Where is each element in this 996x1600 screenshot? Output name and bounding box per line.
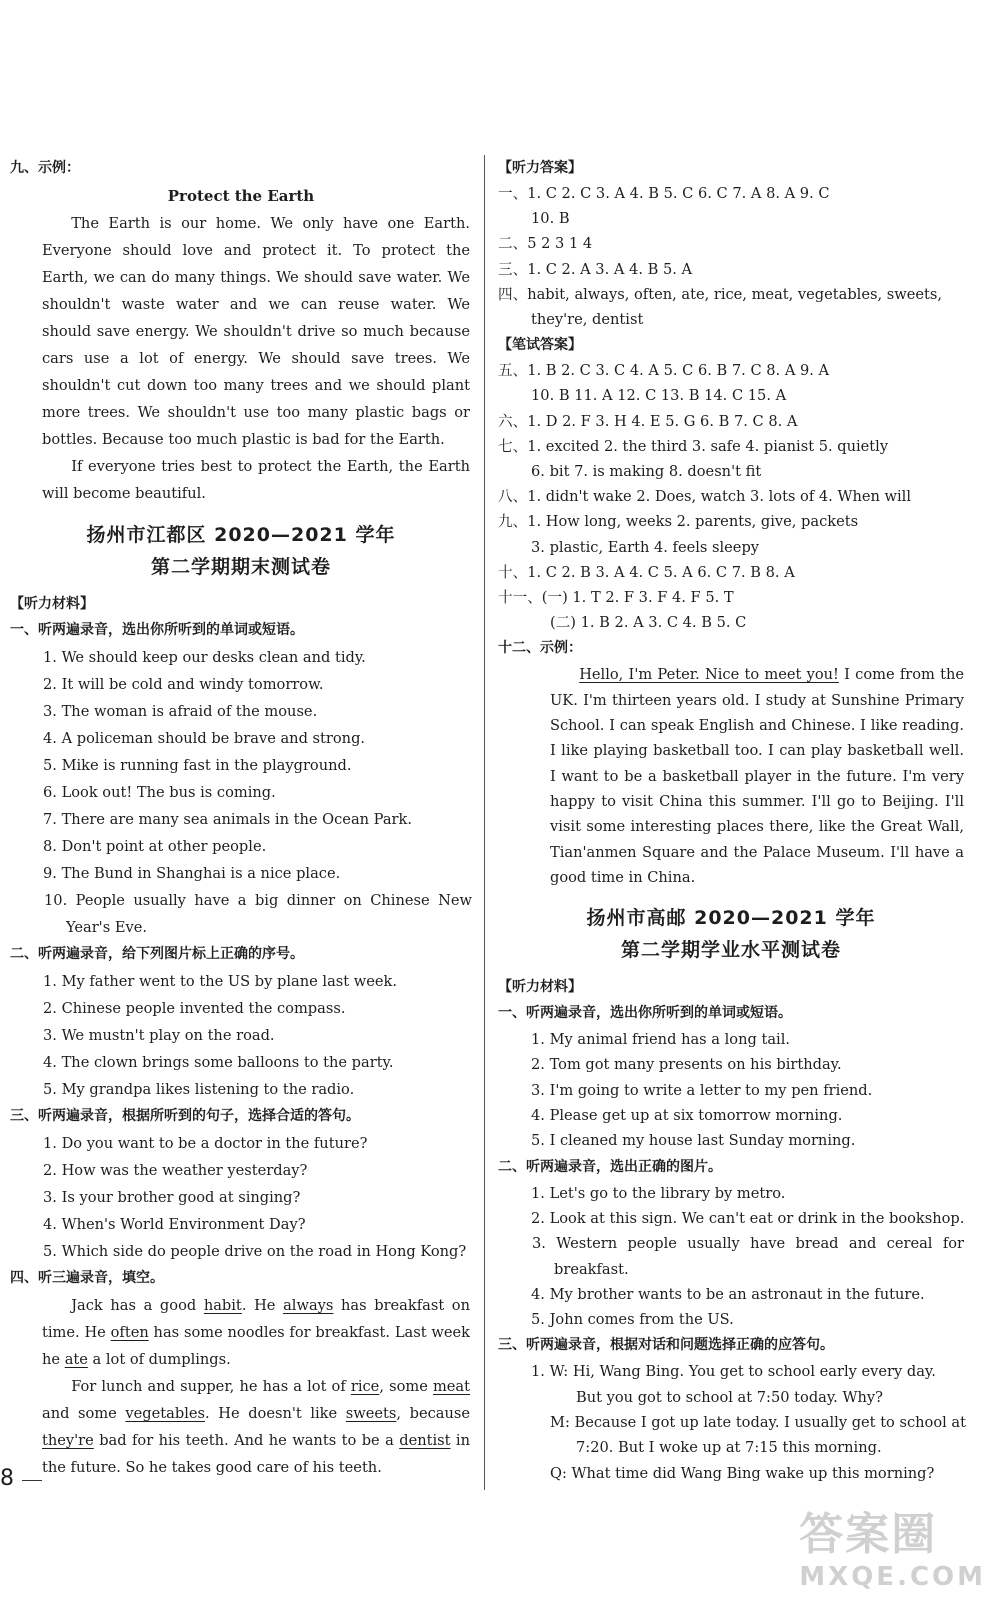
right-column bbox=[498, 155, 964, 1486]
list-item: 4. A policeman should be brave and strong. bbox=[43, 730, 366, 747]
filled-blank: they're bbox=[42, 1432, 94, 1449]
answer-line: 3. plastic, Earth 4. feels sleepy bbox=[531, 538, 760, 556]
answer-line: (二) 1. B 2. A 3. C 4. B 5. C bbox=[550, 614, 747, 632]
paragraph-text: a lot of dumplings. bbox=[87, 1351, 231, 1368]
list-item: 2. Look at this sign. We can't eat or drink in the bookshop. bbox=[531, 1209, 965, 1227]
filled-blank: sweets bbox=[345, 1405, 397, 1422]
list-item: 9. The Bund in Shanghai is a nice place. bbox=[43, 865, 341, 882]
list-item: 1. My father went to the US by plane last week. bbox=[43, 973, 398, 990]
list-item: 5. Which side do people drive on the road in Hong Kong? bbox=[43, 1243, 467, 1260]
filled-blank: habit bbox=[203, 1297, 242, 1314]
section-2-list bbox=[498, 1181, 964, 1333]
section-3-list bbox=[10, 1130, 472, 1265]
list-item: 7. There are many sea animals in the Ocean Park. bbox=[43, 811, 413, 828]
filled-blank: vegetables bbox=[125, 1405, 205, 1422]
filled-blank: meat bbox=[432, 1378, 470, 1395]
example-12-heading: 十二、示例： bbox=[498, 640, 582, 657]
list-item: 4. When's World Environment Day? bbox=[43, 1216, 306, 1233]
example-12-greeting: Hello, I'm Peter. Nice to meet you! bbox=[579, 666, 839, 684]
essay-title: Protect the Earth bbox=[167, 187, 315, 205]
answer-line: 四、habit, always, often, ate, rice, meat, vegetables, sweets, bbox=[498, 285, 942, 303]
dialogue-line: M: Because I got up late today. I usually get to school at bbox=[550, 1413, 966, 1431]
section-1-heading: 一、听两遍录音，选出你所听到的单词或短语。 bbox=[498, 1005, 792, 1022]
exam-header-line-1: 扬州市高邮 2020—2021 学年 bbox=[586, 907, 876, 930]
list-item: 3. The woman is afraid of the mouse. bbox=[43, 703, 318, 720]
list-item: 1. My animal friend has a long tail. bbox=[531, 1031, 791, 1049]
answer-line: 10. B 11. A 12. C 13. B 14. C 15. A bbox=[531, 387, 787, 405]
list-item: 2. It will be cold and windy tomorrow. bbox=[43, 676, 324, 693]
list-item: 3. Western people usually have bread and cereal for breakfast. bbox=[532, 1235, 964, 1278]
paragraph-text: has some noodles for breakfast. Last week he bbox=[42, 1324, 470, 1368]
fill-in-paragraph-2 bbox=[10, 1373, 472, 1481]
example-heading: 九、示例： bbox=[10, 160, 80, 176]
list-item: 10. People usually have a big dinner on Chinese New Year's Eve. bbox=[44, 892, 472, 936]
section-2-heading: 二、听两遍录音，选出正确的图片。 bbox=[498, 1158, 722, 1175]
section-4-heading: 四、听三遍录音，填空。 bbox=[10, 1270, 164, 1286]
section-1-heading: 一、听两遍录音，选出你所听到的单词或短语。 bbox=[10, 622, 304, 638]
page-number: 8 bbox=[0, 1466, 14, 1491]
listening-material-tag: 【听力材料】 bbox=[10, 596, 94, 612]
answer-line: 二、5 2 3 1 4 bbox=[498, 235, 593, 253]
list-item: 4. Please get up at six tomorrow morning. bbox=[531, 1107, 843, 1125]
listening-material-tag: 【听力材料】 bbox=[498, 979, 582, 996]
page-number-rule bbox=[22, 1480, 42, 1481]
filled-blank: ate bbox=[64, 1351, 88, 1368]
answer-line: 10. B bbox=[531, 210, 570, 228]
paragraph-text: has breakfast on time. He bbox=[42, 1297, 470, 1341]
answer-line: 七、1. excited 2. the third 3. safe 4. pianist 5. quietly bbox=[498, 437, 889, 455]
essay-paragraph-2: If everyone tries best to protect the Earth, the Earth will become beautiful. bbox=[42, 458, 470, 502]
answer-line: 六、1. D 2. F 3. H 4. E 5. G 6. B 7. C 8. A bbox=[498, 412, 798, 430]
list-item: 3. I'm going to write a letter to my pen friend. bbox=[531, 1081, 873, 1099]
list-item: 2. How was the weather yesterday? bbox=[43, 1162, 308, 1179]
answer-line: 八、1. didn't wake 2. Does, watch 3. lots of 4. When will bbox=[498, 488, 912, 506]
answer-line: 6. bit 7. is making 8. doesn't fit bbox=[531, 463, 762, 481]
paragraph-text: , because bbox=[396, 1405, 470, 1422]
list-item: 2. Tom got many presents on his birthday. bbox=[531, 1056, 842, 1074]
filled-blank: dentist bbox=[399, 1432, 451, 1449]
section-3-heading: 三、听两遍录音，根据所听到的句子，选择合适的答句。 bbox=[10, 1108, 360, 1124]
filled-blank: rice bbox=[350, 1378, 380, 1395]
filled-blank: often bbox=[110, 1324, 149, 1341]
list-item: 1. Do you want to be a doctor in the future? bbox=[43, 1135, 368, 1152]
list-item: 3. Is your brother good at singing? bbox=[43, 1189, 301, 1206]
example-12-paragraph bbox=[498, 662, 964, 890]
paragraph-text: Jack has a good bbox=[71, 1297, 204, 1314]
exam-header-line-2: 第二学期学业水平测试卷 bbox=[620, 939, 841, 962]
exam-header-line-2: 第二学期期末测试卷 bbox=[150, 556, 331, 578]
exam-header-line-1: 扬州市江都区 2020—2021 学年 bbox=[86, 524, 396, 546]
essay-paragraph-1: The Earth is our home. We only have one Earth. Everyone should love and protect it. To protect the Earth, we can do many things. We should save water. We shouldn't waste water and we can reuse water. We should save energy. We shouldn't drive so much because cars use a lot of energy. We should save trees. We shouldn't cut down too many trees and we should plant more trees. We shouldn't use too many plastic bags or bottles. Because too much plastic is bad for the Earth. bbox=[42, 215, 470, 448]
filled-blank: always bbox=[283, 1297, 334, 1314]
list-item: 3. We mustn't play on the road. bbox=[43, 1027, 275, 1044]
list-item: 5. John comes from the US. bbox=[531, 1311, 734, 1329]
column-divider bbox=[484, 155, 485, 1490]
paragraph-text: and some bbox=[42, 1405, 126, 1422]
list-item: 5. I cleaned my house last Sunday morning. bbox=[531, 1132, 856, 1150]
paragraph-text: . He doesn't like bbox=[204, 1405, 346, 1422]
list-item: 5. Mike is running fast in the playground. bbox=[43, 757, 352, 774]
answer-line: 一、1. C 2. C 3. A 4. B 5. C 6. C 7. A 8. A 9. C bbox=[498, 185, 830, 202]
section-1-list bbox=[10, 644, 472, 941]
dialogue-line: 1. W: Hi, Wang Bing. You get to school early every day. bbox=[531, 1363, 936, 1381]
left-column bbox=[10, 155, 472, 1481]
listening-answers-tag: 【听力答案】 bbox=[498, 160, 582, 176]
exam-header-gaoyou bbox=[498, 902, 964, 966]
watermark-logo bbox=[799, 1498, 986, 1592]
list-item: 4. My brother wants to be an astronaut in the future. bbox=[531, 1285, 925, 1303]
paragraph-text: . He bbox=[241, 1297, 284, 1314]
list-item: 2. Chinese people invented the compass. bbox=[43, 1000, 346, 1017]
section-1-list bbox=[498, 1027, 964, 1153]
paragraph-text: in the future. So he takes good care of his teeth. bbox=[42, 1432, 470, 1476]
list-item: 1. We should keep our desks clean and tidy. bbox=[43, 649, 366, 666]
watermark-bottom: MXQE.COM bbox=[799, 1562, 986, 1592]
exam-header-jiangdu bbox=[10, 519, 472, 583]
list-item: 1. Let's go to the library by metro. bbox=[531, 1184, 786, 1202]
written-answers-tag: 【笔试答案】 bbox=[498, 337, 582, 354]
example-12-body: I come from the UK. I'm thirteen years old. I study at Sunshine Primary School. I can speak English and Chinese. I like reading. I like playing basketball too. I can play basketball well. I want to be a basketball player in the future. I'm very happy to visit China this summer. I'll go to Beijing. I'll visit some interesting places there, like the Great Wall, Tian'anmen Square and the Palace Museum. I'll have a good time in China. bbox=[550, 666, 964, 886]
dialogue-line: But you got to school at 7:50 today. Why? bbox=[576, 1388, 883, 1406]
dialogue-line: 7:20. But I woke up at 7:15 this morning. bbox=[576, 1439, 882, 1457]
answer-line: 十一、(一) 1. T 2. F 3. F 4. F 5. T bbox=[498, 589, 734, 607]
list-item: 4. The clown brings some balloons to the party. bbox=[43, 1054, 394, 1071]
watermark-top: 答案圈 bbox=[799, 1509, 938, 1560]
dialogue-line: Q: What time did Wang Bing wake up this morning? bbox=[550, 1464, 935, 1482]
section-2-list bbox=[10, 968, 472, 1103]
list-item: 8. Don't point at other people. bbox=[43, 838, 267, 855]
section-2-heading: 二、听两遍录音，给下列图片标上正确的序号。 bbox=[10, 946, 304, 962]
list-item: 6. Look out! The bus is coming. bbox=[43, 784, 276, 801]
paragraph-text: , some bbox=[379, 1378, 433, 1395]
answer-line: 十、1. C 2. B 3. A 4. C 5. A 6. C 7. B 8. A bbox=[498, 563, 795, 581]
listening-answers bbox=[498, 181, 964, 332]
answer-line: 五、1. B 2. C 3. C 4. A 5. C 6. B 7. C 8. A 9. A bbox=[498, 362, 830, 380]
answer-line: 三、1. C 2. A 3. A 4. B 5. A bbox=[498, 260, 693, 278]
section-3-dialogue bbox=[498, 1359, 964, 1485]
list-item: 5. My grandpa likes listening to the radio. bbox=[43, 1081, 355, 1098]
section-3-heading: 三、听两遍录音，根据对话和问题选择正确的应答句。 bbox=[498, 1337, 834, 1354]
answer-line: 九、1. How long, weeks 2. parents, give, packets bbox=[498, 513, 859, 531]
paragraph-text: For lunch and supper, he has a lot of bbox=[71, 1378, 351, 1395]
answer-line: they're, dentist bbox=[531, 311, 644, 329]
written-answers bbox=[498, 358, 964, 635]
fill-in-paragraph-1 bbox=[10, 1292, 472, 1373]
paragraph-text: bad for his teeth. And he wants to be a bbox=[93, 1432, 400, 1449]
